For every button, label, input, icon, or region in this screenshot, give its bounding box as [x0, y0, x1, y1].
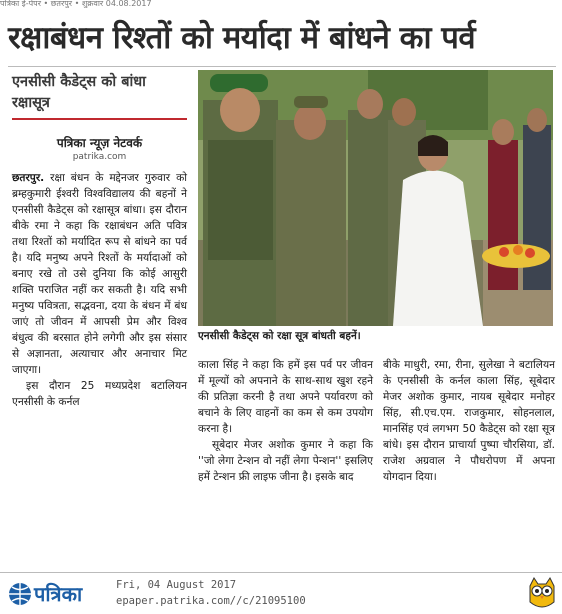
headline-divider [8, 66, 556, 67]
owl-icon [526, 576, 558, 610]
byline-site: patrika.com [72, 152, 127, 162]
dateline: छतरपुर. [12, 172, 45, 184]
article-column-3 [383, 357, 555, 485]
subheadline-rule [12, 118, 187, 120]
headline: रक्षाबंधन रिश्तों को मर्यादा में बांधने का पर्व [8, 20, 476, 56]
footer-date: Fri, 04 August 2017 [116, 579, 237, 591]
article-column-1 [12, 170, 187, 410]
article-paragraph: इस दौरान 25 मध्यप्रदेश बटालियन एनसीसी के कर्नल [12, 380, 187, 408]
page-header-strip: पत्रिका ई-पेपर • छतरपुर • शुक्रवार 04.08.2017 [0, 0, 152, 8]
article-paragraph: बीके माधुरी, रमा, रीना, सुलेखा ने बटालियन के एनसीसी के कर्नल काला सिंह, सूबेदार मेजर अशोक कुमार, नायब सूबेदार मनोहर सिंह, सी.एच.एम. राजकुमार, सोहनलाल, मानसिंह एवं लगभग 50 कैडेट्स को रक्षा सूत्र बांधे। इस दौरान प्राचार्या पुष्पा चौरसिया, डॉ. राजेश अग्रवाल ने पौधरोपण में अपना योगदान दिया। [383, 359, 555, 483]
footer-logo-text: पत्रिका [34, 582, 83, 606]
byline: पत्रिका न्यूज़ नेटवर्क [56, 136, 143, 150]
footer-divider [0, 572, 562, 573]
photo-caption: एनसीसी कैडेट्स को रक्षा सूत्र बांधती बहनें। [198, 330, 361, 342]
patrika-globe-icon [8, 582, 32, 606]
article-paragraph: सूबेदार मेजर अशोक कुमार ने कहा कि ''जो लेगा टेन्शन वो नहीं लेगा पेन्शन'' इसलिए हमें टेन्शन फ्री लाइफ जीना है। इसके बाद [198, 439, 373, 483]
article-paragraph: छतरपुर. रक्षा बंधन के मद्देनजर गुरुवार को ब्रम्हकुमारी ईश्वरी विश्वविद्यालय की बहनों ने एनसीसी कैडेट्स को रक्षासूत्र बांधा। इस दौरान बीके रमा ने कहा कि रक्षाबंधन अति पवित्र तथा रिश्तों को मर्यादित रूप से बांधने का पर्व है। यदि मनुष्य अपने रिश्तों के मर्यादाओं को बनाए रखे तो उसे दुनिया कि कोई आसुरी शक्ति पराजित नहीं कर सकती है। यदि सभी मनुष्य पवित्रता, सद्भवना, दया के बंधन में बंध जाएं तो जीवन में आपसी प्रेम और विश्व बंधुत्व की बरसात होने लगेगी और इस संसार से अज्ञानता, अत्याचार और अनाचार मिट जाएगा। [12, 172, 187, 376]
article-paragraph: काला सिंह ने कहा कि हमें इस पर्व पर जीवन में मूल्यों को अपनाने के साथ-साथ खुश रहने की प्रतिज्ञा करनी है तथा अपने पर्यावरण को बचाने के लिए वाहनों का कम से कम उपयोग करना है। [198, 359, 373, 435]
subheadline: एनसीसी कैडेट्स को बांधा रक्षासूत्र [12, 74, 146, 111]
news-photo [198, 70, 553, 326]
footer-url[interactable]: epaper.patrika.com//c/21095100 [116, 595, 306, 607]
article-column-2 [198, 357, 373, 485]
